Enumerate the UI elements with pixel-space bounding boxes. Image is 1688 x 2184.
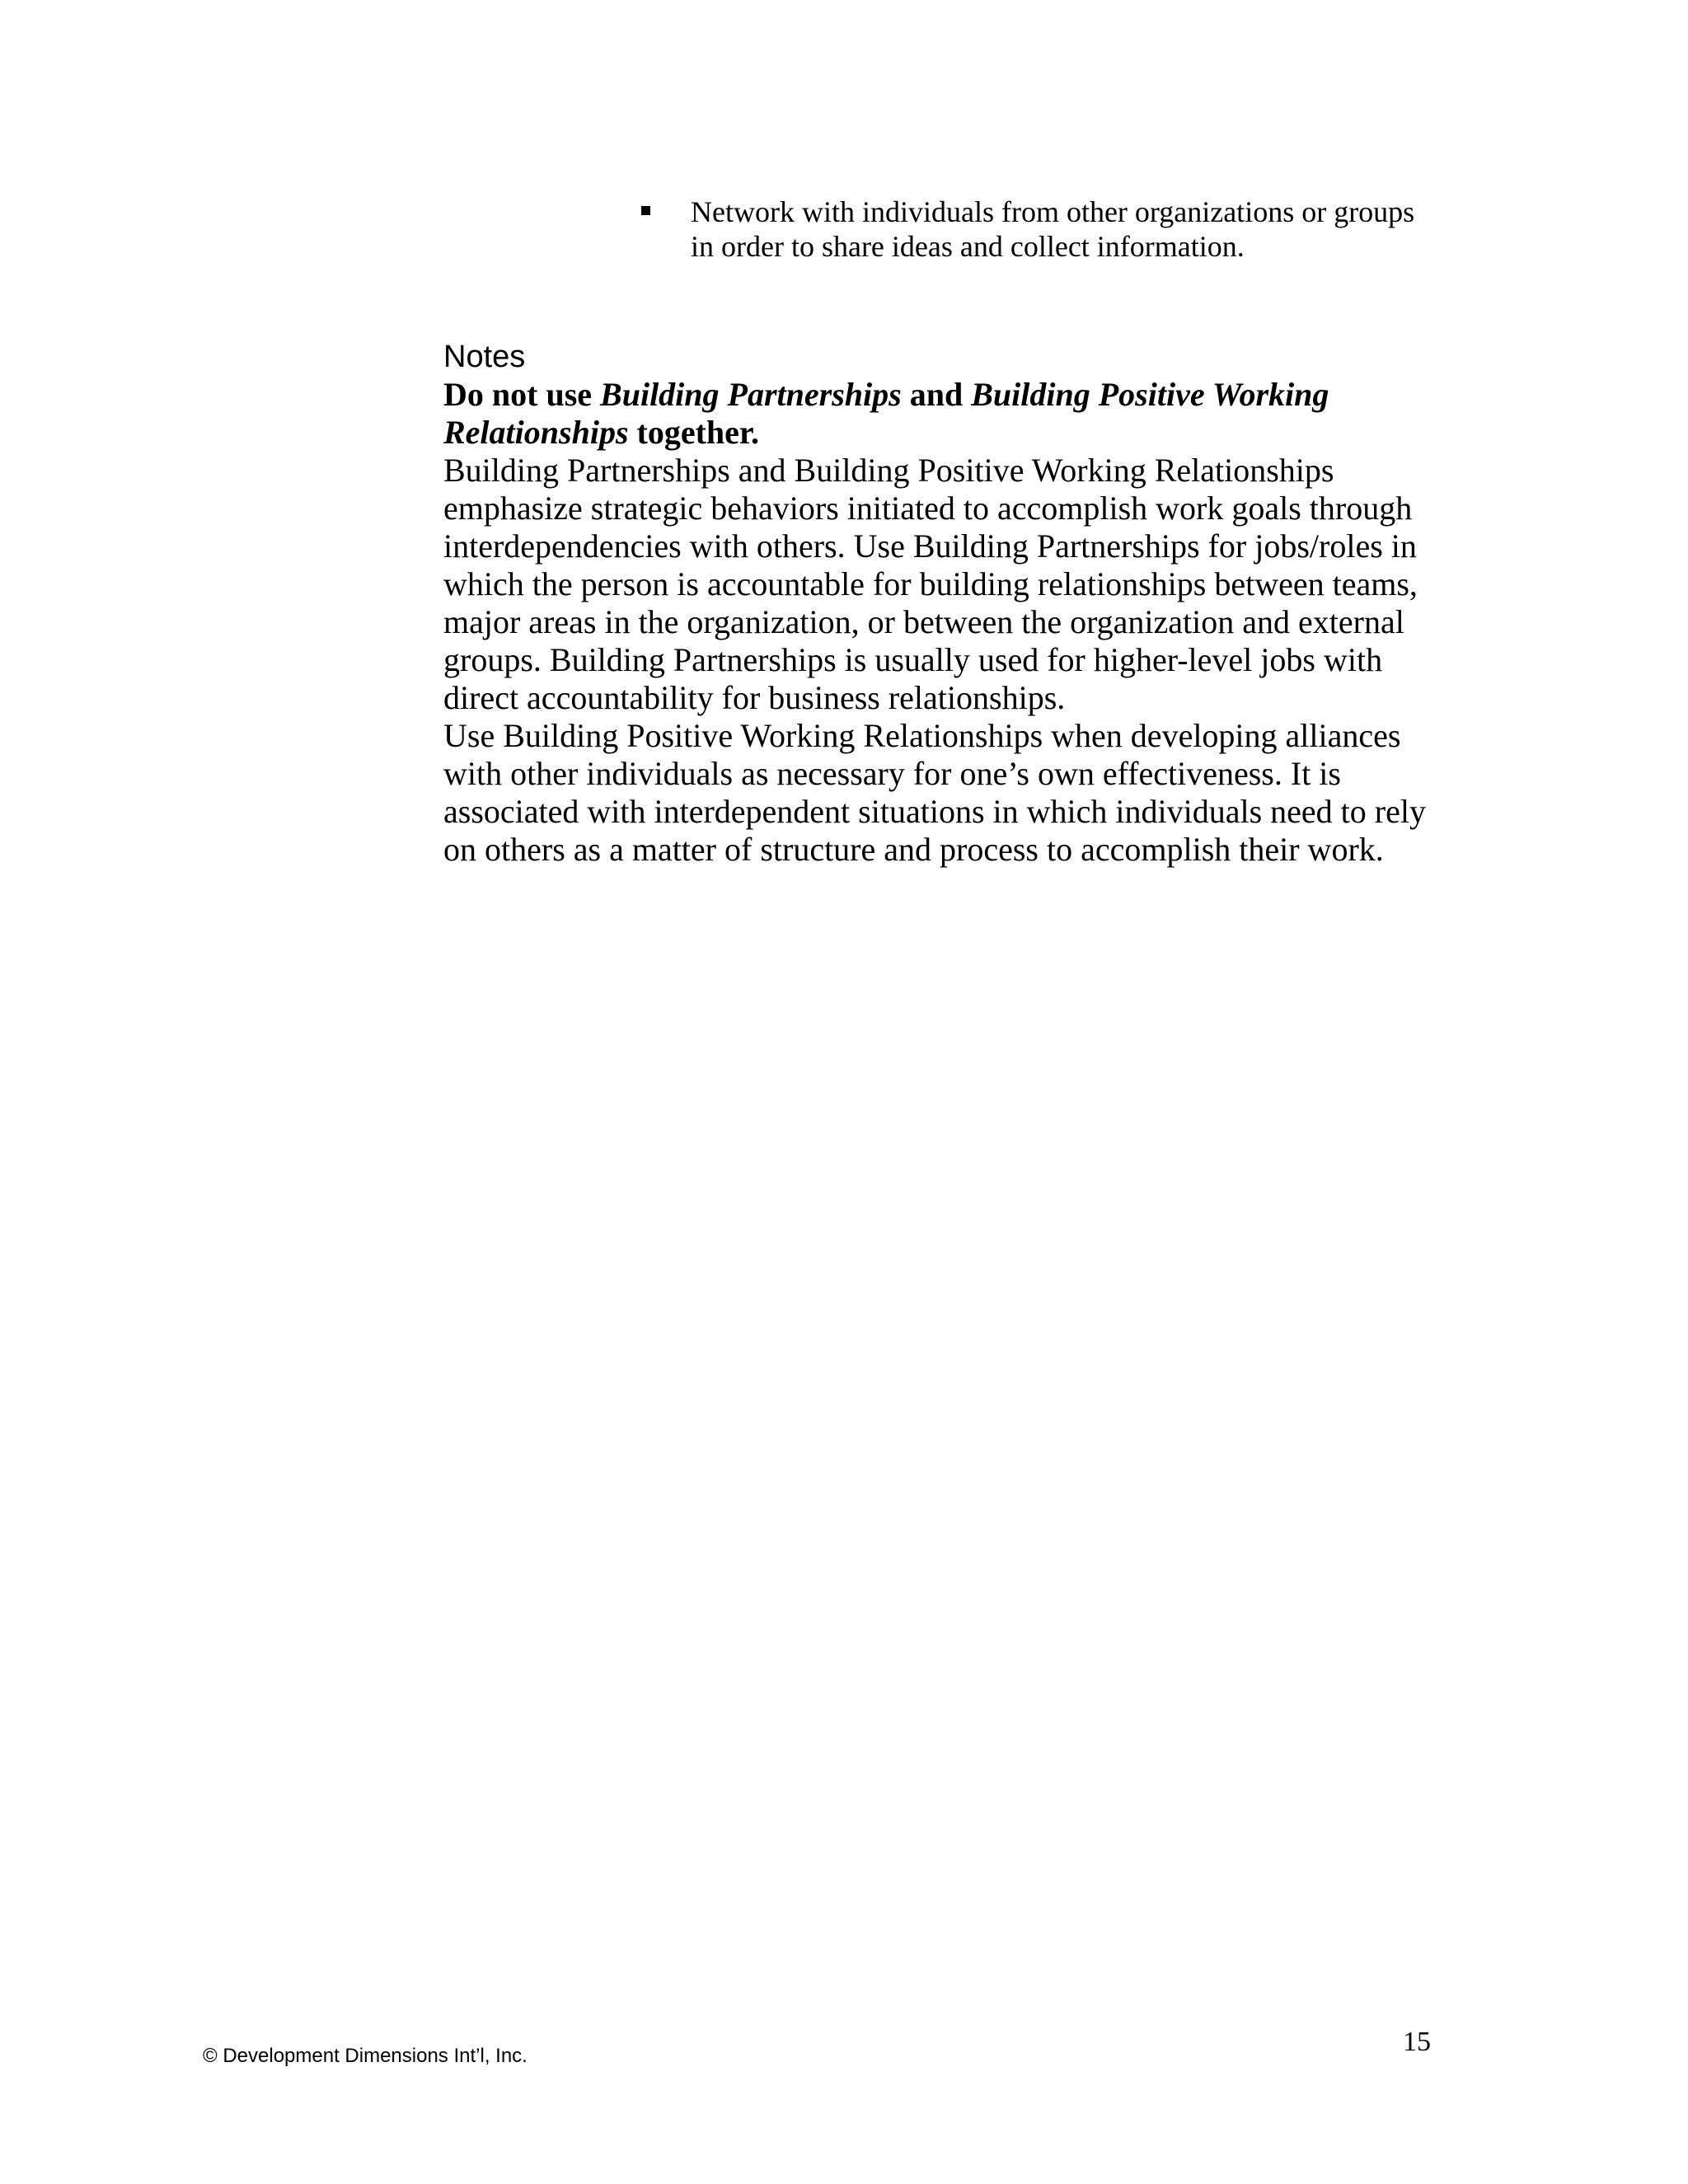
bullet-list-item	[641, 194, 1465, 264]
footer-copyright: © Development Dimensions Int’l, Inc.	[203, 2045, 528, 2067]
notes-section	[443, 338, 1441, 869]
bullet-text: Network with individuals from other organizations or groups in order to share ideas and collect information.	[691, 195, 1415, 263]
page-number: 15	[1403, 2027, 1431, 2057]
warning-text-2: and	[901, 376, 972, 413]
warning-text-3: together.	[628, 414, 759, 451]
notes-paragraph-2: Use Building Positive Working Relationships when developing alliances with other individuals as necessary for one’s own effectiveness. It is associated with interdependent situations in which individuals need to rely on others as a matter of structure and process to accomplish their work.	[443, 717, 1426, 868]
warning-term-building-positive-working-relationships: Building Positive Working Relationships	[443, 376, 1329, 451]
warning-text-1: Do not use	[443, 376, 601, 413]
square-bullet-icon	[641, 206, 650, 215]
warning-term-building-partnerships: Building Partnerships	[600, 376, 902, 413]
notes-paragraph-1: Building Partnerships and Building Positive Working Relationships emphasize strategic behaviors initiated to accomplish work goals through interdependencies with others. Use Building Partnerships for jobs/roles in which the person is accountable for building relationships between teams, major areas in the organization, or between the organization and external groups. Building Partnerships is usually used for higher-level jobs with direct accountability for business relationships.	[443, 452, 1418, 716]
notes-warning	[443, 376, 1441, 452]
notes-heading: Notes	[443, 340, 526, 374]
